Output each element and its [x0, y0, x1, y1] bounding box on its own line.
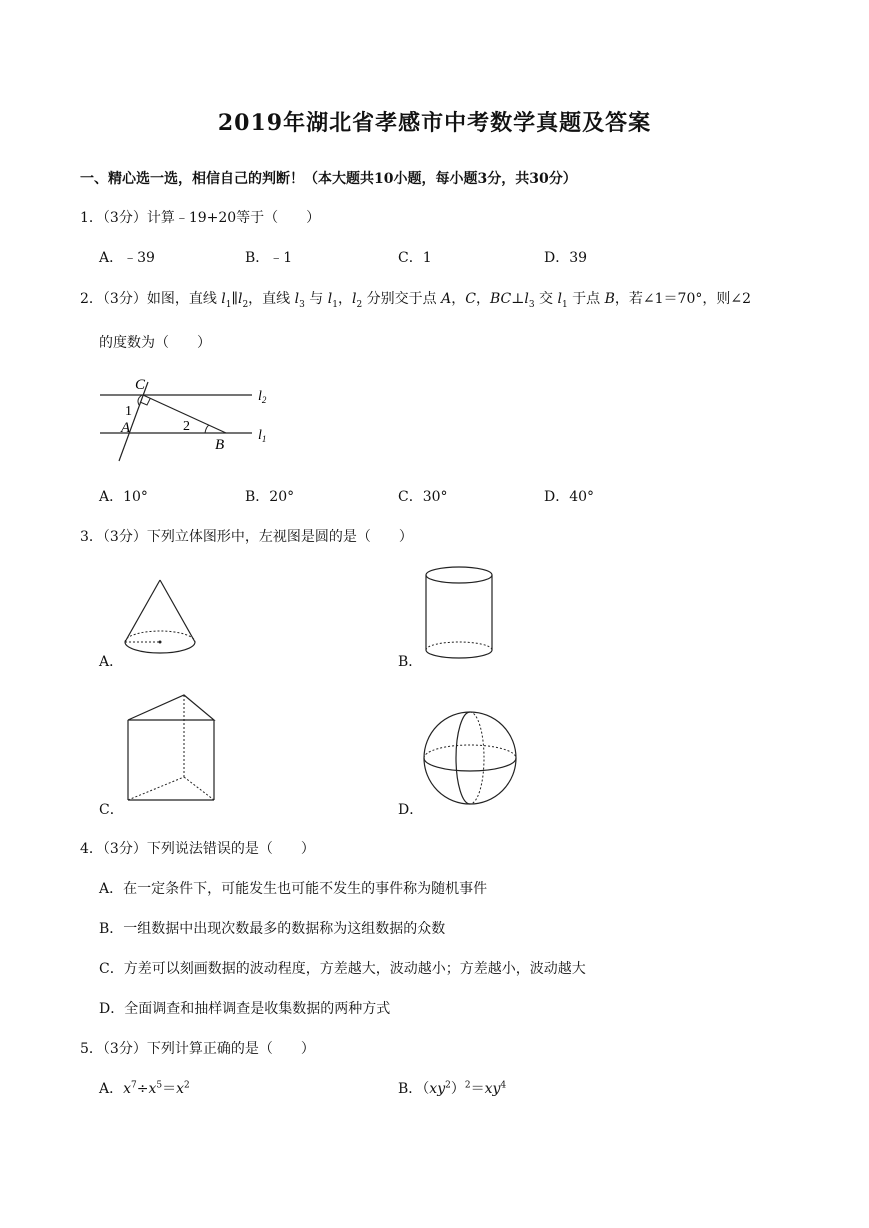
fig-label-l1: $l_1$ [258, 428, 267, 444]
q4-option-a: A．在一定条件下，可能发生也可能不发生的事件称为随机事件 [99, 881, 488, 897]
q2-option-d: D．40° [544, 489, 595, 505]
question-1-text: 1．（3分）计算﹣19+20等于（ ） [80, 210, 321, 226]
cone-icon [120, 577, 200, 663]
q4-option-b: B．一组数据中出现次数最多的数据称为这组数据的众数 [99, 921, 446, 937]
sphere-icon [422, 708, 520, 808]
q3-option-a-label: A． [99, 654, 124, 670]
q3-option-d-label: D． [398, 802, 424, 818]
fig-label-angle-2: 2 [183, 419, 190, 434]
q3-option-b-label: B． [398, 654, 423, 670]
q1-option-c: C．1 [398, 250, 432, 266]
question-2-text-line2: 的度数为（ ） [99, 335, 211, 351]
question-3-text: 3．（3分）下列立体图形中，左视图是圆的是（ ） [80, 529, 413, 545]
triangular-prism-icon [124, 692, 218, 804]
page-title: 2019年湖北省孝感市中考数学真题及答案 [217, 110, 652, 136]
fig-label-angle-1: 1 [125, 404, 132, 419]
fig-label-b: B [215, 437, 225, 453]
question-4-text: 4．（3分）下列说法错误的是（ ） [80, 841, 315, 857]
q2-option-a: A．10° [99, 489, 148, 505]
section-heading: 一、精心选一选，相信自己的判断！（本大题共10小题，每小题3分，共30分） [80, 171, 577, 187]
q3-option-c-label: C． [99, 802, 124, 818]
question-2-text: 2．（3分）如图，直线 $l_1\parallel l_2$，直线 $l_3$ 与 $l_1$，$l_2$ 分别交于点 A，C，$BC\perp l_3$ 交 $l_1$ 于点 B，若∠1＝70°，则∠2 [80, 291, 752, 310]
q4-option-d: D．全面调查和抽样调查是收集数据的两种方式 [99, 1001, 391, 1017]
q1-option-d: D．39 [544, 250, 588, 266]
q1-option-a: A．﹣39 [99, 250, 155, 266]
q2-option-c: C．30° [398, 489, 448, 505]
cylinder-icon [422, 565, 498, 665]
q5-option-b: B．$(xy^2)^2=xy^4$ [398, 1080, 507, 1097]
question-5-text: 5．（3分）下列计算正确的是（ ） [80, 1041, 315, 1057]
q1-option-b: B．﹣1 [245, 250, 293, 266]
q5-option-a: A．$x^7\div x^5=x^2$ [99, 1080, 190, 1097]
fig-label-c: C [135, 377, 146, 393]
q2-figure-diagram [95, 372, 285, 464]
fig-label-a: A [121, 420, 131, 436]
fig-label-l2: $l_2$ [258, 389, 267, 405]
q4-option-c: C．方差可以刻画数据的波动程度，方差越大，波动越小；方差越小，波动越大 [99, 961, 586, 977]
q2-option-b: B．20° [245, 489, 295, 505]
